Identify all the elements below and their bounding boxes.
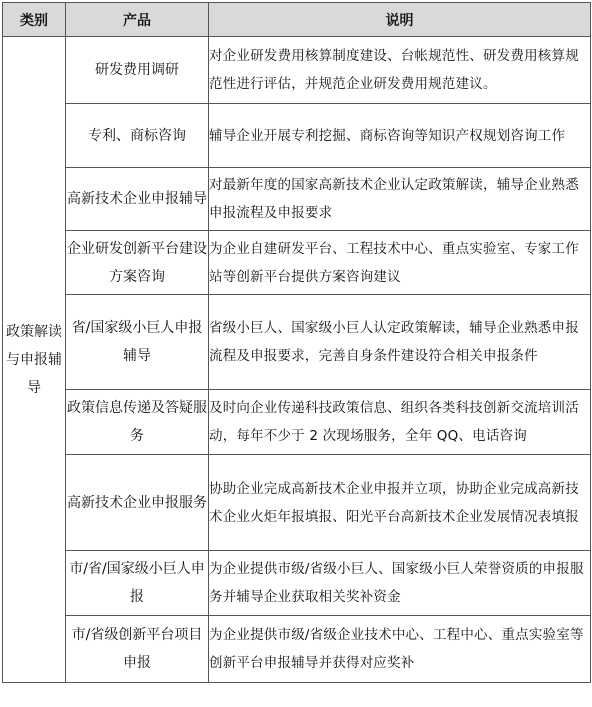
table-row xyxy=(3,231,591,295)
description-cell: 为企业提供市级/省级小巨人、国家级小巨人荣誉资质的申报服务并辅导企业获取相关奖补资金 xyxy=(209,551,591,616)
header-row xyxy=(3,3,591,37)
table-row xyxy=(3,295,591,390)
table-row xyxy=(3,455,591,551)
product-cell: 政策信息传递及答疑服务 xyxy=(66,390,209,455)
table-row xyxy=(3,104,591,168)
table-row xyxy=(3,168,591,231)
header-product: 产品 xyxy=(66,3,209,37)
description-cell: 为企业提供市级/省级企业技术中心、工程中心、重点实验室等创新平台申报辅导并获得对应奖补 xyxy=(209,616,591,683)
description-cell: 对最新年度的国家高新技术企业认定政策解读，辅导企业熟悉申报流程及申报要求 xyxy=(209,168,591,231)
description-cell: 协助企业完成高新技术企业申报并立项，协助企业完成高新技术企业火炬年报填报、阳光平台高新技术企业发展情况表填报 xyxy=(209,455,591,551)
table-row xyxy=(3,37,591,104)
category-cell: 政策解读与申报辅导 xyxy=(3,37,66,683)
header-description: 说明 xyxy=(209,3,591,37)
product-cell: 市/省/国家级小巨人申报 xyxy=(66,551,209,616)
product-cell: 高新技术企业申报服务 xyxy=(66,455,209,551)
service-table xyxy=(2,2,591,683)
product-cell: 企业研发创新平台建设方案咨询 xyxy=(66,231,209,295)
description-cell: 省级小巨人、国家级小巨人认定政策解读，辅导企业熟悉申报流程及申报要求，完善自身条件建设符合相关申报条件 xyxy=(209,295,591,390)
product-cell: 研发费用调研 xyxy=(66,37,209,104)
table-row xyxy=(3,616,591,683)
table-row xyxy=(3,390,591,455)
product-cell: 市/省级创新平台项目申报 xyxy=(66,616,209,683)
table-row xyxy=(3,551,591,616)
header-category: 类别 xyxy=(3,3,66,37)
description-cell: 对企业研发费用核算制度建设、台帐规范性、研发费用核算规范性进行评估，并规范企业研发费用规范建议。 xyxy=(209,37,591,104)
description-cell: 及时向企业传递科技政策信息、组织各类科技创新交流培训活动，每年不少于 2 次现场服务，全年 QQ、电话咨询 xyxy=(209,390,591,455)
product-cell: 专利、商标咨询 xyxy=(66,104,209,168)
description-cell: 辅导企业开展专利挖掘、商标咨询等知识产权规划咨询工作 xyxy=(209,104,591,168)
product-cell: 省/国家级小巨人申报辅导 xyxy=(66,295,209,390)
product-cell: 高新技术企业申报辅导 xyxy=(66,168,209,231)
description-cell: 为企业自建研发平台、工程技术中心、重点实验室、专家工作站等创新平台提供方案咨询建议 xyxy=(209,231,591,295)
